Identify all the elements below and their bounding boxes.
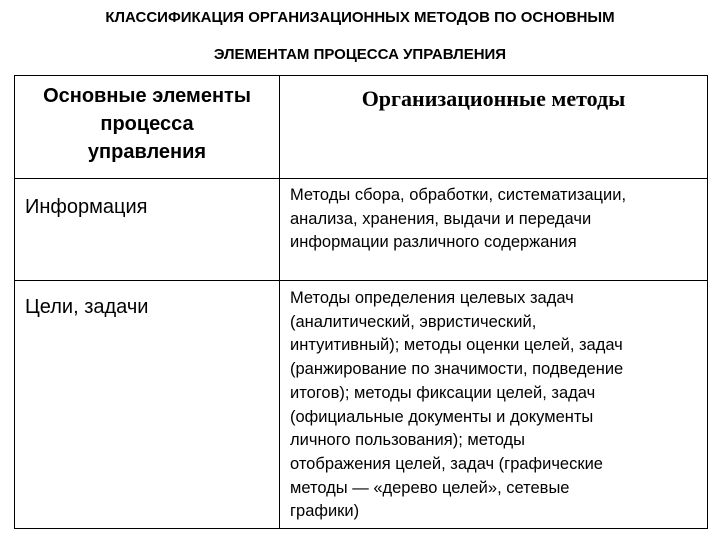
classification-table [14,75,708,529]
header-cell-methods [280,76,708,179]
table-row [15,281,708,529]
methods-line: личного пользования); методы [290,431,526,450]
methods-line: Методы определения целевых задач [290,289,574,307]
methods-line: Методы сбора, обработки, систематизации, [290,186,627,204]
methods-line: информации различного содержания [290,233,577,252]
methods-line: (официальные документы и документы [290,407,594,426]
methods-line: итогов); методы фиксации целей, задач [290,383,596,402]
element-cell [15,281,280,529]
methods-line: (аналитический, эвристический, [290,312,537,331]
methods-line: методы — «дерево целей», сетевые [290,478,570,497]
header-elements-line: процесса [100,113,194,135]
element-label: Цели, задачи [25,296,149,318]
methods-cell [280,179,708,281]
table-header-row [15,76,708,179]
methods-line: (ранжирование по значимости, подведение [290,360,624,379]
header-elements-line: Основные элементы [43,85,251,107]
header-methods-label: Организационные методы [361,86,626,111]
methods-line: графики) [290,502,360,521]
methods-line: анализа, хранения, выдачи и передачи [290,209,592,228]
element-label: Информация [25,196,148,218]
table-row [15,179,708,281]
header-elements-line: управления [87,141,207,163]
document-title-line-1: КЛАССИФИКАЦИЯ ОРГАНИЗАЦИОННЫХ МЕТОДОВ ПО ОСНОВНЫМ [105,9,615,26]
methods-cell [280,281,708,529]
methods-line: отображения целей, задач (графические [290,454,603,473]
document-title-line-2: ЭЛЕМЕНТАМ ПРОЦЕССА УПРАВЛЕНИЯ [213,46,507,63]
methods-line: интуитивный); методы оценки целей, задач [290,336,623,355]
header-cell-elements [15,76,280,179]
element-cell [15,179,280,281]
